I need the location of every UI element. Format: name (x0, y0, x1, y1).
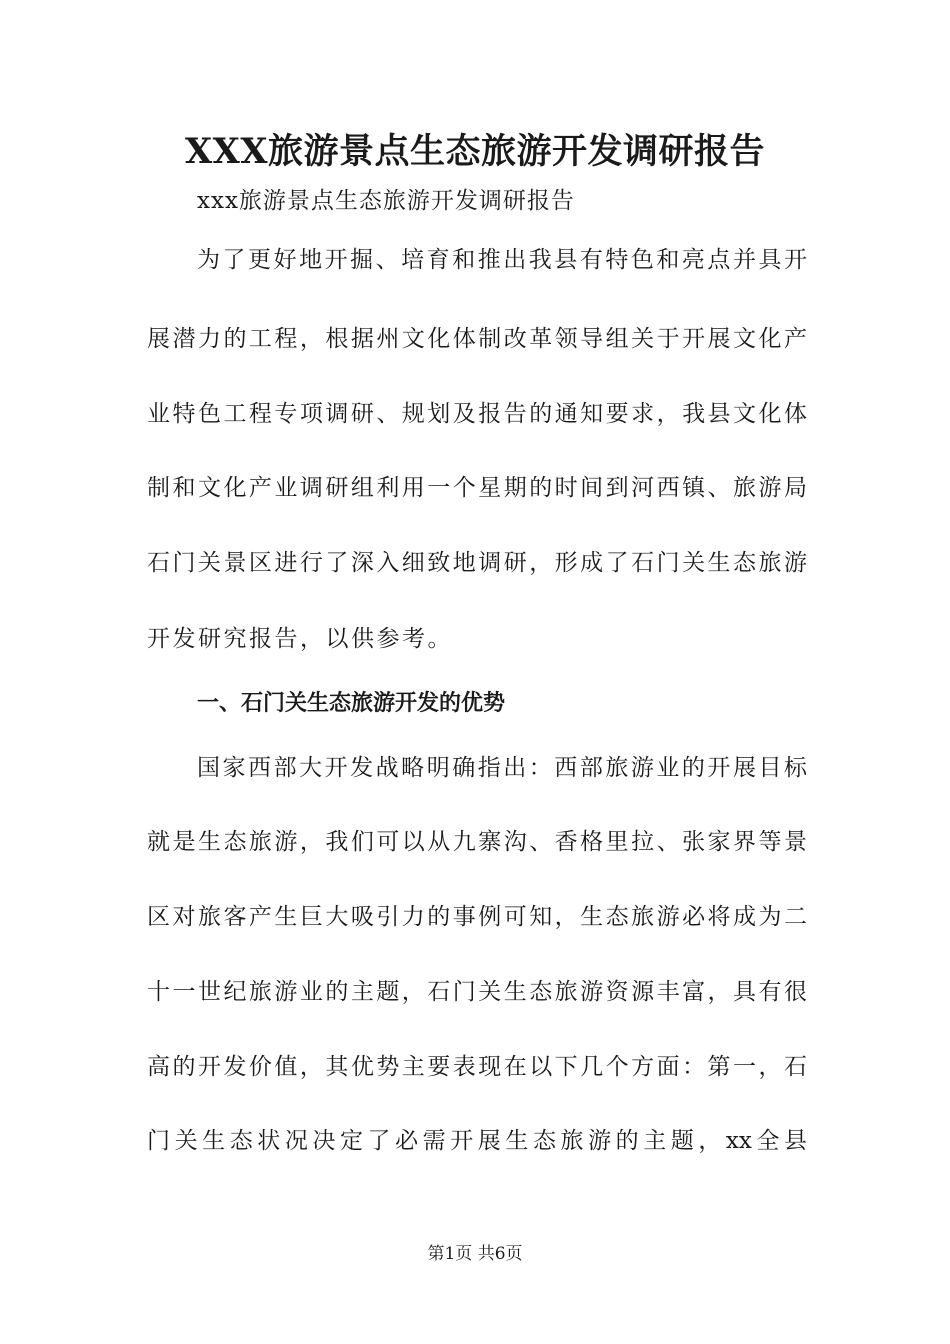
paragraph-line: 高的开发价值，其优势主要表现在以下几个方面：第一，石 (147, 1054, 807, 1080)
paragraph-line: 区对旅客产生巨大吸引力的事例可知，生态旅游必将成为二 (147, 904, 807, 930)
paragraph-line: 业特色工程专项调研、规划及报告的通知要求，我县文化体 (147, 401, 807, 427)
paragraph-line: 石门关景区进行了深入细致地调研，形成了石门关生态旅游 (147, 550, 807, 576)
page-number-footer: 第1页 共6页 (427, 1244, 523, 1264)
paragraph-line: 十一世纪旅游业的主题，石门关生态旅游资源丰富，具有很 (147, 979, 807, 1005)
paragraph-line: 制和文化产业调研组利用一个星期的时间到河西镇、旅游局 (147, 475, 807, 501)
paragraph-line: 国家西部大开发战略明确指出：西部旅游业的开展目标 (197, 755, 807, 781)
document-title: XXX旅游景点生态旅游开发调研报告 (185, 131, 765, 172)
paragraph-line: 就是生态旅游，我们可以从九寨沟、香格里拉、张家界等景 (147, 829, 807, 855)
paragraph-line: 展潜力的工程，根据州文化体制改革领导组关于开展文化产 (147, 326, 807, 352)
document-subtitle: xxx旅游景点生态旅游开发调研报告 (197, 188, 575, 214)
paragraph-line: 门关生态状况决定了必需开展生态旅游的主题，xx全县 (147, 1128, 807, 1154)
paragraph-line: 开发研究报告，以供参考。 (147, 626, 453, 652)
section-heading: 一、石门关生态旅游开发的优势 (197, 691, 506, 716)
paragraph-line: 为了更好地开掘、培育和推出我县有特色和亮点并具开 (197, 247, 807, 273)
